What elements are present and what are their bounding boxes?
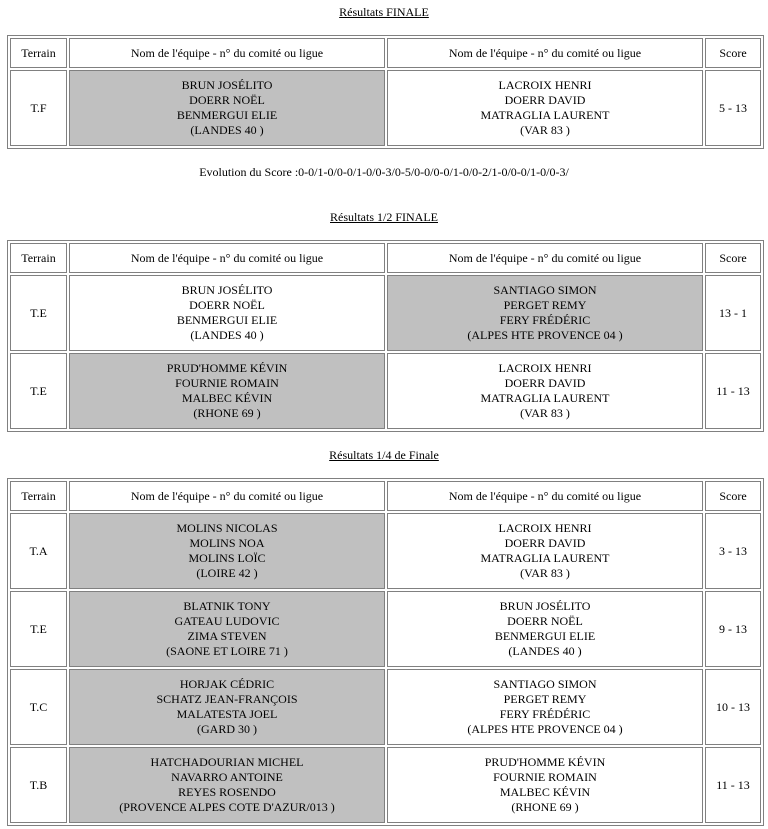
header-score: Score [705, 481, 761, 511]
header-team1: Nom de l'équipe - n° du comité ou ligue [69, 243, 385, 273]
score-cell: 5 - 13 [705, 70, 761, 146]
player-name: SANTIAGO SIMON [493, 677, 597, 691]
team1-cell [69, 591, 385, 667]
committee-label: (SAONE ET LOIRE 71 ) [166, 644, 288, 658]
header-row [10, 38, 761, 68]
header-team1: Nom de l'équipe - n° du comité ou ligue [69, 481, 385, 511]
header-team1: Nom de l'équipe - n° du comité ou ligue [69, 38, 385, 68]
player-name: MATRAGLIA LAURENT [480, 108, 610, 122]
committee-label: (LANDES 40 ) [190, 328, 264, 342]
player-name: DOERR DAVID [504, 536, 586, 550]
terrain-cell: T.E [10, 591, 67, 667]
player-name: BENMERGUI ELIE [176, 108, 278, 122]
player-name: DOERR NOËL [507, 614, 583, 628]
score-cell: 11 - 13 [705, 353, 761, 429]
committee-label: (VAR 83 ) [520, 123, 570, 137]
committee-label: (VAR 83 ) [520, 406, 570, 420]
quart-table [7, 478, 764, 826]
match-row [10, 747, 761, 823]
header-team2: Nom de l'équipe - n° du comité ou ligue [387, 38, 703, 68]
player-name: BENMERGUI ELIE [176, 313, 278, 327]
committee-label: (ALPES HTE PROVENCE 04 ) [467, 328, 623, 342]
committee-label: (ALPES HTE PROVENCE 04 ) [467, 722, 623, 736]
demi-title: Résultats 1/2 FINALE [330, 210, 438, 224]
header-row [10, 243, 761, 273]
player-name: GATEAU LUDOVIC [174, 614, 280, 628]
team1-cell [69, 353, 385, 429]
player-name: MATRAGLIA LAURENT [480, 391, 610, 405]
player-name: FERY FRÉDÉRIC [499, 707, 591, 721]
player-name: MOLINS NOA [189, 536, 265, 550]
player-name: LACROIX HENRI [498, 78, 592, 92]
terrain-cell: T.F [10, 70, 67, 146]
team2-cell [387, 591, 703, 667]
demi-table [7, 240, 764, 432]
player-name: LACROIX HENRI [498, 521, 592, 535]
header-terrain: Terrain [10, 481, 67, 511]
header-score: Score [705, 243, 761, 273]
match-row [10, 513, 761, 589]
team1-cell [69, 70, 385, 146]
team2-cell [387, 275, 703, 351]
score-cell: 13 - 1 [705, 275, 761, 351]
match-row [10, 591, 761, 667]
team1-cell [69, 669, 385, 745]
terrain-cell: T.A [10, 513, 67, 589]
match-row [10, 353, 761, 429]
quart-title: Résultats 1/4 de Finale [329, 448, 439, 462]
player-name: MATRAGLIA LAURENT [480, 551, 610, 565]
committee-label: (PROVENCE ALPES COTE D'AZUR/013 ) [119, 800, 335, 814]
player-name: BENMERGUI ELIE [494, 629, 596, 643]
terrain-cell: T.C [10, 669, 67, 745]
player-name: DOERR NOËL [189, 298, 265, 312]
player-name: PRUD'HOMME KÉVIN [166, 361, 288, 375]
player-name: BLATNIK TONY [183, 599, 271, 613]
terrain-cell: T.E [10, 353, 67, 429]
player-name: SANTIAGO SIMON [493, 283, 597, 297]
score-cell: 10 - 13 [705, 669, 761, 745]
committee-label: (LOIRE 42 ) [196, 566, 258, 580]
player-name: BRUN JOSÉLITO [181, 283, 273, 297]
player-name: NAVARRO ANTOINE [171, 770, 283, 784]
header-terrain: Terrain [10, 38, 67, 68]
player-name: BRUN JOSÉLITO [499, 599, 591, 613]
header-team2: Nom de l'équipe - n° du comité ou ligue [387, 243, 703, 273]
committee-label: (RHONE 69 ) [193, 406, 261, 420]
player-name: DOERR NOËL [189, 93, 265, 107]
player-name: HORJAK CÉDRIC [179, 677, 275, 691]
team1-cell [69, 513, 385, 589]
team2-cell [387, 353, 703, 429]
player-name: MALBEC KÉVIN [181, 391, 273, 405]
player-name: DOERR DAVID [504, 376, 586, 390]
finale-title: Résultats FINALE [339, 5, 429, 19]
terrain-cell: T.B [10, 747, 67, 823]
player-name: ZIMA STEVEN [187, 629, 267, 643]
player-name: MOLINS NICOLAS [176, 521, 278, 535]
committee-label: (GARD 30 ) [197, 722, 257, 736]
player-name: PRUD'HOMME KÉVIN [484, 755, 606, 769]
committee-label: (RHONE 69 ) [511, 800, 579, 814]
finale-table [7, 35, 764, 149]
header-team2: Nom de l'équipe - n° du comité ou ligue [387, 481, 703, 511]
committee-label: (VAR 83 ) [520, 566, 570, 580]
header-score: Score [705, 38, 761, 68]
header-terrain: Terrain [10, 243, 67, 273]
player-name: PERGET REMY [503, 298, 587, 312]
team1-cell [69, 747, 385, 823]
player-name: SCHATZ JEAN-FRANÇOIS [156, 692, 298, 706]
team1-cell [69, 275, 385, 351]
player-name: MALATESTA JOEL [176, 707, 278, 721]
team2-cell [387, 747, 703, 823]
player-name: FOURNIE ROMAIN [493, 770, 597, 784]
player-name: MOLINS LOÏC [188, 551, 266, 565]
match-row [10, 669, 761, 745]
player-name: LACROIX HENRI [498, 361, 592, 375]
header-row [10, 481, 761, 511]
team2-cell [387, 70, 703, 146]
player-name: FERY FRÉDÉRIC [499, 313, 591, 327]
score-evolution: Evolution du Score :0-0/1-0/0-0/1-0/0-3/0-5/0-0/0-0/1-0/0-2/1-0/0-0/1-0/0-3/ [199, 165, 569, 179]
score-cell: 9 - 13 [705, 591, 761, 667]
player-name: BRUN JOSÉLITO [181, 78, 273, 92]
match-row [10, 70, 761, 146]
score-cell: 3 - 13 [705, 513, 761, 589]
committee-label: (LANDES 40 ) [190, 123, 264, 137]
score-cell: 11 - 13 [705, 747, 761, 823]
team2-cell [387, 669, 703, 745]
match-row [10, 275, 761, 351]
committee-label: (LANDES 40 ) [508, 644, 582, 658]
player-name: HATCHADOURIAN MICHEL [150, 755, 304, 769]
player-name: REYES ROSENDO [178, 785, 276, 799]
team2-cell [387, 513, 703, 589]
player-name: PERGET REMY [503, 692, 587, 706]
terrain-cell: T.E [10, 275, 67, 351]
player-name: DOERR DAVID [504, 93, 586, 107]
player-name: FOURNIE ROMAIN [175, 376, 279, 390]
player-name: MALBEC KÉVIN [499, 785, 591, 799]
